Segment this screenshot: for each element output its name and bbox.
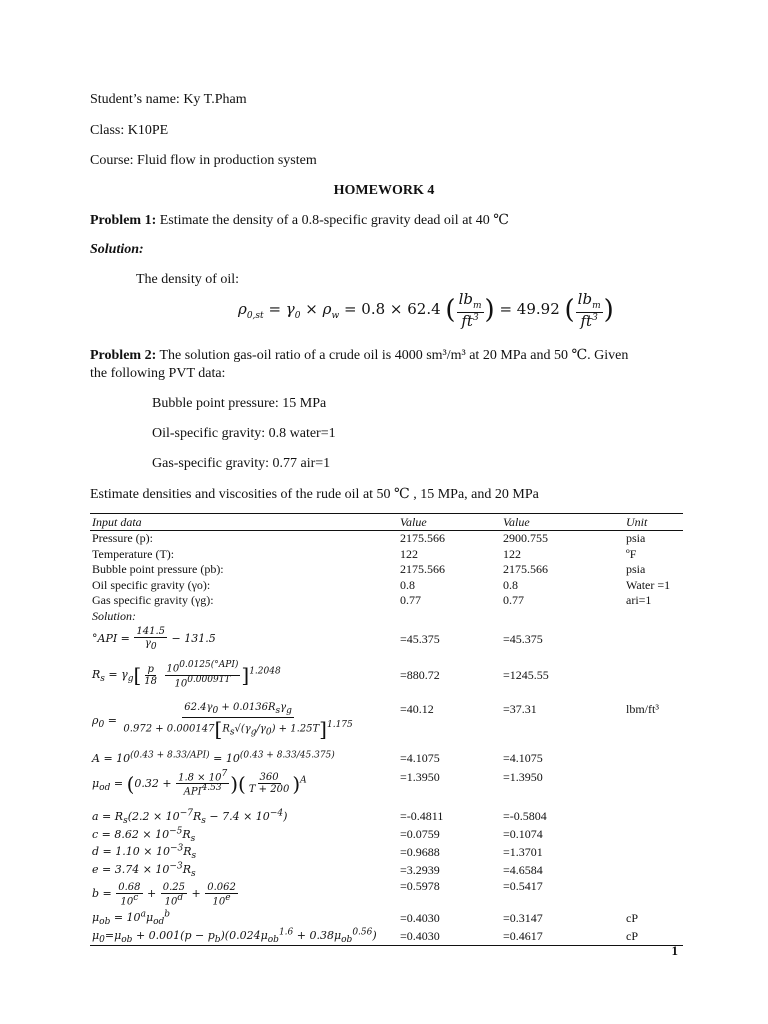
table-row [90, 593, 683, 609]
row-value-2: 2175.566 [503, 562, 548, 577]
row-value-1: =0.4030 [398, 927, 501, 945]
formula-A: $A = 10^{(0.43 + 8.33/API)} = 10^{(0.43 + 8.33/45.375)}$ [92, 750, 335, 765]
row-value-1: =0.0759 [400, 827, 440, 842]
row-unit [624, 654, 683, 696]
header-input-data: Input data [90, 514, 398, 531]
row-value-1: =40.12 [400, 702, 434, 716]
table-row [90, 770, 683, 808]
row-unit: lbm/ft³ [626, 702, 659, 716]
formula-a: $a = R_s(2.2 \times 10^{-7}R_s - 7.4 \times 10^{-4})$ [92, 808, 288, 826]
problem2-label: Problem 2: [90, 348, 157, 363]
row-unit [624, 862, 683, 880]
row-unit [624, 770, 683, 808]
student-name: Student’s name: Ky T.Pham [90, 92, 247, 107]
row-value-1: 122 [400, 546, 418, 561]
course-line: Course: Fluid flow in production system [90, 153, 317, 168]
table-row [90, 879, 683, 909]
header-value-2: Value [501, 514, 624, 531]
row-unit: ºF [626, 546, 637, 561]
row-value-1: 2175.566 [400, 531, 445, 546]
row-value-2: =4.6584 [503, 862, 543, 877]
problem2-text: The solution gas-oil ratio of a crude oil is 4000 sm³/m³ at 20 MPa and 50 ℃. Given [156, 348, 629, 363]
table-row [90, 844, 683, 862]
solution-row-label: Solution: [92, 608, 136, 623]
formula-d: $d = 1.10 \times 10^{-3}R_s$ [92, 843, 197, 862]
table-header-row [90, 514, 683, 531]
table-row [90, 746, 683, 770]
formula-rho: $\rho_0$ = $\frac{62.4\gamma_0 + 0.0136R_s\gamma_g}{0.972 + 0.000147[R_s√(\gamma_g/\gamma_0) + 1.25T]^{1.175}}$ [92, 702, 353, 741]
bubble-point-text: Bubble point pressure: 15 MPa [152, 396, 327, 411]
row-unit: ari=1 [626, 593, 652, 608]
row-value-2: =0.5417 [503, 879, 543, 894]
table-row [90, 609, 683, 625]
row-unit: Water =1 [626, 577, 671, 592]
row-unit [624, 879, 683, 909]
row-value-2: =1245.55 [503, 667, 549, 682]
row-value-1: =4.1075 [400, 750, 440, 765]
page-number: 1 [671, 943, 678, 958]
row-value-2: =1.3701 [503, 845, 543, 860]
row-label: Temperature (T): [92, 546, 175, 561]
formula-muod: $\mu_{od} = (0.32$ + $\frac{1.8 \times 10^7}{API^{4.53}}$ )( $\frac{360}{T + 200}$ )$^A$ [92, 769, 307, 798]
table-row [90, 547, 683, 563]
header-value-1: Value [398, 514, 501, 531]
row-value-2: =0.4617 [501, 927, 624, 945]
row-value-1: =0.9688 [400, 845, 440, 860]
row-value-2: 122 [503, 546, 521, 561]
row-value-2: 2900.755 [503, 531, 548, 546]
row-value-2: =0.3147 [503, 910, 543, 925]
formula-c: $c = 8.62 \times 10^{-5}R_s$ [92, 825, 196, 844]
formula-rs: $R_s = \gamma_g$[ $\frac{p}{18}$ $\frac{10^{0.0125(^\circ API)}}{10^{0.00091T}}$ ]$^{1.2048}$ [92, 660, 281, 689]
problem1-statement [90, 212, 509, 229]
row-value-1: 0.77 [400, 593, 421, 608]
row-value-1: =0.5978 [400, 879, 440, 894]
row-unit: psia [626, 531, 646, 546]
row-value-1: =3.2939 [400, 862, 440, 877]
estimate-text: Estimate densities and viscosities of the rude oil at 50 ℃ , 15 MPa, and 20 MPa [90, 487, 539, 502]
row-unit: cP [626, 910, 638, 925]
row-value-1: =0.4030 [400, 910, 440, 925]
row-unit [624, 808, 683, 826]
row-value-1: =45.375 [400, 631, 440, 646]
formula-api: °API = $\frac{141.5}{\gamma_0}$ − 131.5 [92, 625, 216, 652]
row-unit [624, 624, 683, 654]
row-value-2: =1.3950 [503, 770, 543, 784]
table-row [90, 826, 683, 844]
problem2-text-line2: the following PVT data: [90, 366, 226, 381]
row-unit: cP [624, 927, 683, 945]
row-label: Pressure (p): [92, 531, 153, 546]
table-row [90, 927, 683, 945]
table-row [90, 531, 683, 547]
table-row [90, 696, 683, 746]
formula-muo: $\mu_0=\mu_{ob} + 0.001(p - p_b)(0.024\mu_{ob}^{1.6} + 0.38\mu_{ob}^{0.56})$ [90, 927, 398, 945]
row-unit [624, 746, 683, 770]
row-value-2: =4.1075 [503, 750, 543, 765]
row-value-2: 0.8 [503, 577, 518, 592]
row-value-1: =880.72 [400, 667, 440, 682]
row-label: Oil specific gravity (γo): [92, 577, 211, 592]
row-label: Gas specific gravity (γg): [92, 593, 214, 608]
row-value-2: =45.375 [503, 631, 543, 646]
formula-b: b = $\frac{0.68}{10^c}$ + $\frac{0.25}{10^d}$ + $\frac{0.062}{10^e}$ [92, 881, 236, 908]
formula-muob: $\mu_{ob} = 10^a\mu_{od}^b$ [92, 909, 171, 928]
table-row [90, 654, 683, 696]
header-unit: Unit [624, 514, 683, 531]
table-row [90, 862, 683, 880]
table-row [90, 578, 683, 594]
row-value-1: =1.3950 [400, 770, 440, 784]
row-value-2: =0.1074 [503, 827, 543, 842]
density-equation: $\rho_{0,st} = \gamma_0 \times \rho_w = 0.8 \times 62.4$ ( $\frac{lb_m}{ft^3}$ ) = 49.92 ( $\frac{lb_m}{ft^3}$ ) [238, 290, 614, 330]
pvt-table [90, 513, 683, 946]
table-row [90, 808, 683, 826]
row-value-1: 0.8 [400, 577, 415, 592]
problem1-text: Estimate the density of a 0.8-specific gravity dead oil at 40 ℃ [156, 213, 509, 228]
page-title: HOMEWORK 4 [333, 183, 435, 198]
gas-gravity-text: Gas-specific gravity: 0.77 air=1 [152, 456, 331, 471]
row-unit [624, 826, 683, 844]
table-row [90, 909, 683, 927]
problem2-statement [90, 347, 628, 364]
row-value-2: =37.31 [503, 702, 537, 716]
row-value-2: 0.77 [503, 593, 524, 608]
formula-e: $e = 3.74 \times 10^{-3}R_s$ [92, 861, 196, 880]
density-text: The density of oil: [136, 272, 240, 287]
problem1-label: Problem 1: [90, 213, 157, 228]
row-label: Bubble point pressure (pb): [92, 562, 224, 577]
row-value-1: 2175.566 [400, 562, 445, 577]
row-unit [624, 844, 683, 862]
row-value-1: =-0.4811 [400, 809, 444, 824]
table-row [90, 562, 683, 578]
class-line: Class: K10PE [90, 123, 169, 138]
row-unit: psia [626, 562, 646, 577]
table-row [90, 624, 683, 654]
row-value-2: =-0.5804 [503, 809, 547, 824]
oil-gravity-text: Oil-specific gravity: 0.8 water=1 [152, 426, 336, 441]
solution-label: Solution: [90, 242, 144, 257]
